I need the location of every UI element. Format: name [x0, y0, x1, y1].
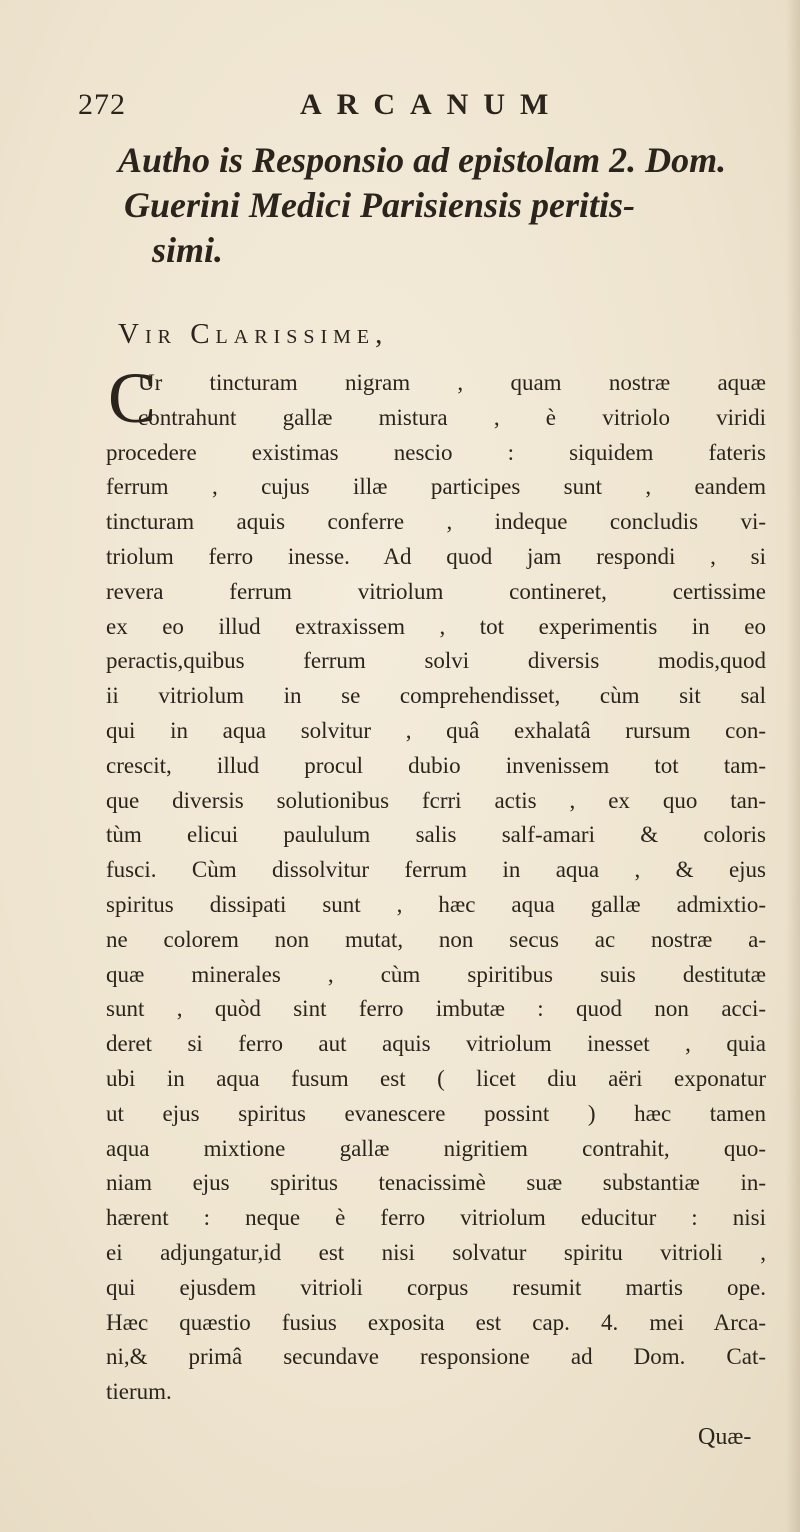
- body-line: tierum.: [106, 1379, 172, 1405]
- catchword: Quæ-: [698, 1424, 752, 1450]
- body-line: ii vitriolum in se comprehendisset, cùm sit sal: [106, 683, 766, 709]
- body-line: ferrum , cujus illæ participes sunt , eandem: [106, 474, 766, 500]
- page-edge-shadow: [786, 0, 800, 1532]
- body-line: crescit, illud procul dubio invenissem tot tam-: [106, 752, 766, 778]
- body-line: hærent : neque è ferro vitriolum educitur : nisi: [106, 1205, 766, 1231]
- page-number: 272: [78, 88, 126, 121]
- body-line: tùm elicui paululum salis salf-amari & coloris: [106, 822, 766, 848]
- body-line: sunt , quòd sint ferro imbutæ : quod non acci-: [106, 996, 766, 1022]
- body-line: ne colorem non mutat, non secus ac nostræ a-: [106, 926, 766, 952]
- body-line: fusci. Cùm dissolvitur ferrum in aqua , & ejus: [106, 857, 766, 883]
- body-line: Hæc quæstio fusius exposita est cap. 4. mei Arca-: [106, 1309, 766, 1335]
- body-line: spiritus dissipati sunt , hæc aqua gallæ admixtio-: [106, 891, 766, 917]
- drop-capital: C: [108, 358, 157, 438]
- heading-line-3: simi.: [152, 230, 224, 270]
- body-line: qui in aqua solvitur , quâ exhalatâ rursum con-: [106, 717, 766, 743]
- section-heading: [118, 138, 758, 273]
- body-line: ei adjungatur,id est nisi solvatur spiritu vitrioli ,: [106, 1239, 766, 1265]
- heading-line-1: Autho is Responsio ad epistolam 2. Dom.: [118, 140, 727, 180]
- body-text: [106, 366, 766, 1410]
- heading-line-2: Guerini Medici Parisiensis peritis-: [124, 185, 636, 225]
- body-line: quæ minerales , cùm spiritibus suis destitutæ: [106, 961, 766, 987]
- body-line: ex eo illud extraxissem , tot experimentis in eo: [106, 613, 766, 639]
- body-line: aqua mixtione gallæ nigritiem contrahit, quo-: [106, 1135, 766, 1161]
- body-line: contrahunt gallæ mistura , è vitriolo viridi: [138, 404, 766, 430]
- salutation: Vir Clarissime,: [118, 318, 389, 350]
- body-line: ubi in aqua fusum est ( licet diu aëri exponatur: [106, 1065, 766, 1091]
- body-line: deret si ferro aut aquis vitriolum inesset , quia: [106, 1031, 766, 1057]
- running-title: ARCANUM: [300, 88, 564, 121]
- body-line: ni,& primâ secundave responsione ad Dom. Cat-: [106, 1344, 766, 1370]
- body-line: Ur tincturam nigram , quam nostræ aquæ: [138, 370, 766, 395]
- body-line: procedere existimas nescio : siquidem fateris: [106, 439, 766, 465]
- body-line: niam ejus spiritus tenacissimè suæ substantiæ in-: [106, 1170, 766, 1196]
- body-line: revera ferrum vitriolum contineret, certissime: [106, 578, 766, 604]
- body-line: tincturam aquis conferre , indeque concludis vi-: [106, 509, 766, 535]
- running-head: [78, 88, 728, 128]
- body-line: ut ejus spiritus evanescere possint ) hæc tamen: [106, 1100, 766, 1126]
- body-line: que diversis solutionibus fcrri actis , ex quo tan-: [106, 787, 766, 813]
- body-line: peractis,quibus ferrum solvi diversis modis,quod: [106, 648, 766, 674]
- body-line: triolum ferro inesse. Ad quod jam respondi , si: [106, 543, 766, 569]
- body-line: qui ejusdem vitrioli corpus resumit martis ope.: [106, 1274, 766, 1300]
